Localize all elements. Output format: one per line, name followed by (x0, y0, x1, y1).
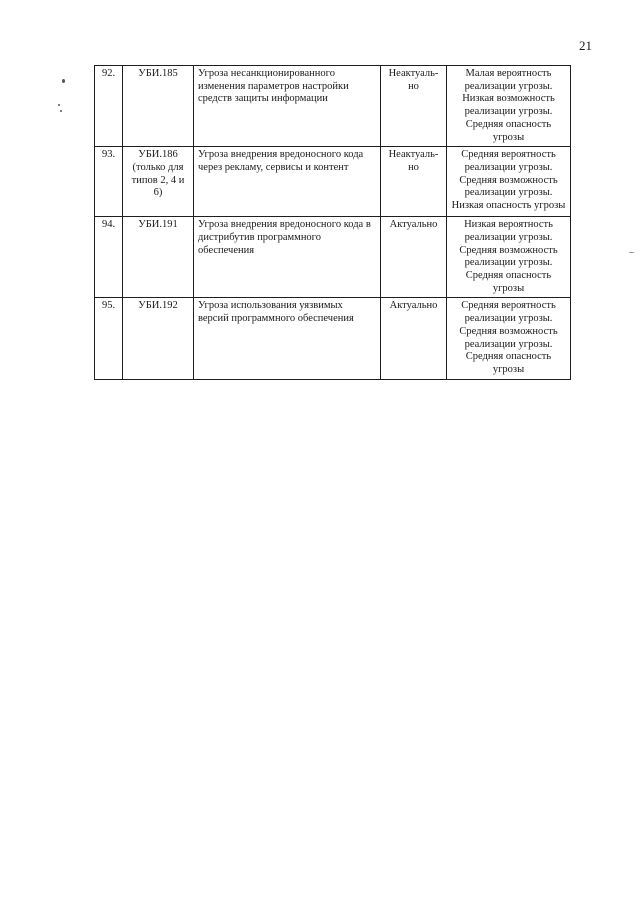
threat-relevance: Актуально (381, 298, 447, 379)
threat-id: УБИ.185 (123, 66, 194, 147)
row-number: 92. (95, 66, 123, 147)
threat-relevance: Неактуаль- но (381, 147, 447, 217)
row-number: 93. (95, 147, 123, 217)
row-number: 95. (95, 298, 123, 379)
scan-speck (60, 110, 62, 112)
threat-id: УБИ.191 (123, 217, 194, 298)
threat-id: УБИ.186 (только для типов 2, 4 и 6) (123, 147, 194, 217)
table-row (95, 217, 571, 298)
threat-assessment: Средняя вероятность реализации угрозы. Средняя возможность реализации угрозы. Низкая опасность угрозы (447, 147, 571, 217)
threat-assessment: Низкая вероятность реализации угрозы. Средняя возможность реализации угрозы. Средняя опасность угрозы (447, 217, 571, 298)
threat-description: Угроза внедрения вредоносного кода в дистрибутив программного обеспечения (194, 217, 381, 298)
scan-speck (58, 104, 60, 106)
table-row (95, 147, 571, 217)
threat-assessment: Малая вероятность реализации угрозы. Низкая возможность реализации угрозы. Средняя опасность угрозы (447, 66, 571, 147)
table-row (95, 66, 571, 147)
threat-description: Угроза несанкционированного изменения параметров настройки средств защиты информации (194, 66, 381, 147)
scan-mark (629, 252, 634, 253)
row-number: 94. (95, 217, 123, 298)
threat-relevance: Актуально (381, 217, 447, 298)
threat-description: Угроза использования уязвимых версий программного обеспечения (194, 298, 381, 379)
table-row (95, 298, 571, 379)
page-number: 21 (579, 38, 592, 53)
threat-description: Угроза внедрения вредоносного кода через рекламу, сервисы и контент (194, 147, 381, 217)
threat-id: УБИ.192 (123, 298, 194, 379)
threat-relevance: Неактуаль- но (381, 66, 447, 147)
threat-assessment: Средняя вероятность реализации угрозы. Средняя возможность реализации угрозы. Средняя опасность угрозы (447, 298, 571, 379)
scan-speck (62, 79, 65, 83)
threat-table (94, 65, 571, 380)
